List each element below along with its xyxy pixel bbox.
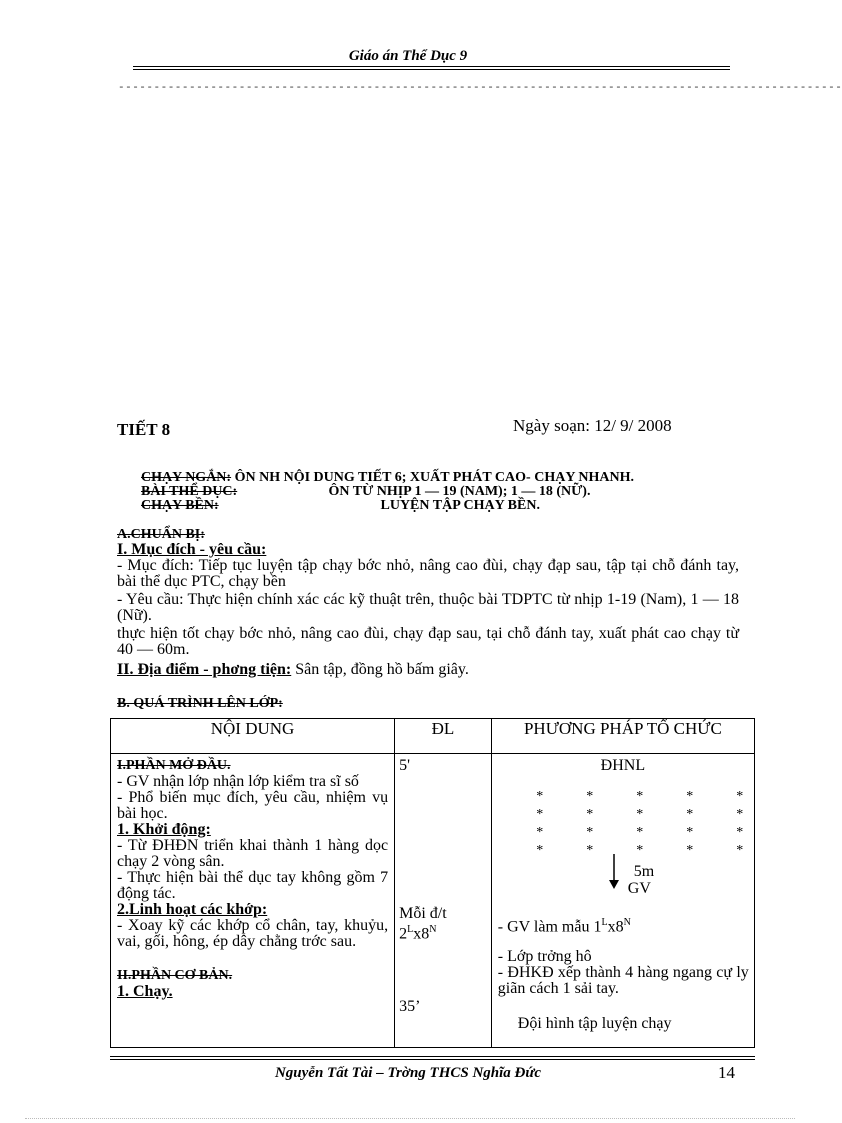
student-mark: *	[736, 825, 744, 840]
dl-value: 5'	[399, 757, 410, 774]
dl-value: 35’	[399, 998, 421, 1015]
student-mark: *	[686, 807, 694, 822]
dl-cell	[395, 754, 492, 1048]
requirement-text: - Yêu cầu: Thực hiện chính xác các kỹ thuật trên, thuộc bài TDPTC từ nhịp 1-19 (Nam), 1 — 18 (Nữ).	[117, 591, 739, 624]
content-line: - Từ ĐHĐN triển khai thành 1 hàng dọc chạy 2 vòng sân.	[117, 837, 389, 870]
section-b-title: B. QUÁ TRÌNH LÊN LỚP:	[117, 696, 283, 711]
lesson-plan-table	[110, 718, 755, 1048]
col-header-dl: ĐL	[395, 719, 492, 754]
method-text: - GV làm mẫu 1	[497, 918, 602, 936]
student-mark: *	[736, 807, 744, 822]
purpose-text: - Mục đích: Tiếp tục luyện tập chạy bớc nhỏ, nâng cao đùi, chạy đạp sau, tập tại chỗ đánh tay, bài thể dục PTC, chạy bền	[117, 557, 739, 590]
distance-label: 5m	[633, 863, 655, 880]
student-mark: *	[736, 843, 744, 858]
topic-label: CHẠY BỀN:	[141, 498, 219, 513]
student-mark: *	[586, 843, 594, 858]
student-mark: *	[586, 825, 594, 840]
header-rule	[133, 69, 730, 70]
part2-title: II.PHẦN CƠ BẢN.	[117, 968, 233, 983]
warmup-title: 1. Khởi động:	[117, 821, 211, 838]
student-mark: *	[686, 843, 694, 858]
lesson-title: TIẾT 8	[117, 420, 171, 439]
topic-content: ÔN TỪ NHỊP 1 — 19 (NAM); 1 — 18 (NỮ).	[328, 484, 591, 499]
footer-author: Nguyễn Tất Tài – Trờng THCS Nghĩa Đức	[274, 1065, 542, 1081]
table-header-row	[111, 719, 755, 754]
place-text: Sân tập, đồng hồ bấm giây.	[291, 661, 469, 678]
dl-sup: N	[429, 924, 437, 935]
dl-num: x8	[413, 925, 430, 943]
topic-content: LUYỆN TẬP CHẠY BỀN.	[380, 498, 540, 513]
dl-num: 2	[399, 925, 408, 943]
student-mark: *	[586, 789, 594, 804]
student-mark: *	[536, 825, 544, 840]
table-row	[111, 754, 755, 1048]
footer-rule	[110, 1056, 755, 1057]
place-title: II. Địa điểm - phơng tiện:	[117, 661, 292, 678]
col-header-content: NỘI DUNG	[111, 719, 395, 754]
content-line: - Xoay kỹ các khớp cổ chân, tay, khuỷu, vai, gối, hông, ép dây chằng trớc sau.	[117, 917, 389, 950]
method-sup: L	[601, 917, 608, 928]
content-line: - GV nhận lớp nhận lớp kiểm tra sĩ số	[117, 773, 359, 790]
content-line: - Phổ biến mục đích, yêu cầu, nhiệm vụ bài học.	[117, 789, 389, 822]
lesson-date: Ngày soạn: 12/ 9/ 2008	[513, 416, 672, 435]
student-mark: *	[636, 825, 644, 840]
content-line: - Thực hiện bài thể dục tay không gồm 7 động tác.	[117, 869, 389, 902]
dl-repetition	[399, 922, 436, 942]
header-rule	[133, 66, 730, 67]
topic-label: BÀI THỂ DỤC:	[141, 484, 238, 499]
header-title: Giáo án Thể Dục 9	[348, 48, 468, 64]
student-mark: *	[586, 807, 594, 822]
run-title: 1. Chạy.	[117, 983, 173, 1000]
method-line: Đội hình tập luyện chạy	[517, 1015, 672, 1032]
method-cell	[491, 754, 754, 1048]
content-cell	[111, 754, 395, 1048]
part1-title: I.PHẦN MỞ ĐẦU.	[117, 758, 231, 773]
place-line	[117, 661, 469, 679]
student-mark: *	[636, 807, 644, 822]
method-line	[498, 915, 631, 935]
topic-row	[141, 498, 540, 514]
student-mark: *	[636, 789, 644, 804]
down-arrow-icon	[608, 854, 620, 890]
student-mark: *	[686, 825, 694, 840]
col-header-method: PHƯƠNG PHÁP TỔ CHỨC	[491, 719, 754, 754]
dl-value: Mỗi đ/t	[399, 905, 447, 922]
student-mark: *	[686, 789, 694, 804]
student-mark: *	[736, 789, 744, 804]
dl-sup: L	[407, 924, 414, 935]
footer-rule	[110, 1059, 755, 1060]
student-formation	[519, 789, 761, 859]
student-mark: *	[536, 789, 544, 804]
method-sup: N	[623, 917, 631, 928]
method-line: - ĐHKĐ xếp thành 4 hàng ngang cự ly giãn cách 1 sải tay.	[497, 964, 749, 997]
joints-title: 2.Linh hoạt các khớp:	[117, 901, 268, 918]
formation-label: ĐHNL	[600, 757, 646, 774]
student-mark: *	[636, 843, 644, 858]
page-number: 14	[718, 1063, 735, 1082]
topic-label: CHẠY NGẮN:	[141, 470, 232, 485]
method-line: - Lớp trởng hô	[497, 948, 592, 965]
requirement-text-2: thực hiện tốt chạy bớc nhỏ, nâng cao đùi, chạy đạp sau, tại chỗ đánh tay, xuất phát cao chạy từ 40 — 60m.	[117, 625, 739, 658]
topic-content: ÔN NH NỘI DUNG TIẾT 6; XUẤT PHÁT CAO- CHẠY NHANH.	[234, 470, 635, 485]
method-text: x8	[607, 918, 624, 936]
teacher-label: GV	[627, 880, 651, 897]
dashed-divider: ------------------------------------------------------------------------------------------------------	[118, 82, 842, 94]
student-mark: *	[536, 807, 544, 822]
purpose-title: I. Mục đích - yêu cầu:	[117, 541, 267, 558]
section-a-title: A.CHUẨN BỊ:	[117, 527, 205, 542]
page-edge-dotted	[25, 1118, 795, 1119]
student-mark: *	[536, 843, 544, 858]
